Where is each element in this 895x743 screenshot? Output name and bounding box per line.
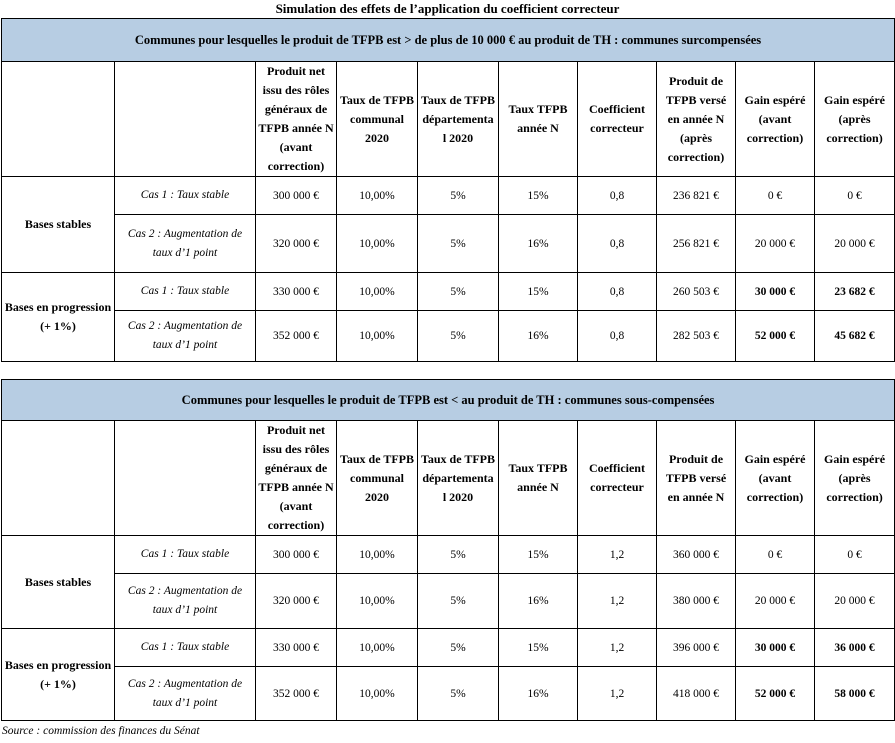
table-cell: 10,00%: [337, 574, 418, 629]
table-cell: 282 503 €: [657, 311, 736, 362]
table-cell: 320 000 €: [256, 574, 337, 629]
column-header: Coefficient correcteur: [578, 62, 657, 177]
table-cell: 0,8: [578, 215, 657, 273]
table-cell: 30 000 €: [736, 273, 815, 311]
table-cell: 330 000 €: [256, 629, 337, 667]
table-banner: Communes pour lesquelles le produit de TFPB est < au produit de TH : communes sous-compensées: [2, 380, 895, 421]
table-cell: 10,00%: [337, 536, 418, 574]
table-cell: 5%: [418, 311, 499, 362]
group-label: Bases en progression (+ 1%): [2, 273, 115, 362]
column-header: Taux de TFPB communal 2020: [337, 421, 418, 536]
table-cell: 10,00%: [337, 215, 418, 273]
case-label: Cas 1 : Taux stable: [115, 629, 256, 667]
table-row: [2, 215, 895, 273]
table-cell: 20 000 €: [815, 215, 895, 273]
case-label: Cas 2 : Augmentation de taux d’1 point: [115, 667, 256, 721]
group-label: Bases stables: [2, 536, 115, 629]
group-label: Bases en progression (+ 1%): [2, 629, 115, 721]
table-cell: 256 821 €: [657, 215, 736, 273]
table-cell: 23 682 €: [815, 273, 895, 311]
table-cell: 0 €: [736, 177, 815, 215]
table-cell: 16%: [499, 667, 578, 721]
table-cell: 236 821 €: [657, 177, 736, 215]
table-cell: 5%: [418, 536, 499, 574]
table-cell: 5%: [418, 667, 499, 721]
column-header: Taux TFPB année N: [499, 421, 578, 536]
table-cell: 20 000 €: [736, 215, 815, 273]
table-cell: 0,8: [578, 177, 657, 215]
table-cell: 396 000 €: [657, 629, 736, 667]
table-cell: 330 000 €: [256, 273, 337, 311]
table-cell: 352 000 €: [256, 667, 337, 721]
column-header: Taux de TFPB départementa l 2020: [418, 62, 499, 177]
column-header: Gain espéré (après correction): [815, 421, 895, 536]
table-cell: 16%: [499, 574, 578, 629]
column-header: Gain espéré (après correction): [815, 62, 895, 177]
table-cell: 52 000 €: [736, 311, 815, 362]
table-cell: 360 000 €: [657, 536, 736, 574]
column-header: Produit net issu des rôles généraux de TFPB année N (avant correction): [256, 421, 337, 536]
table-cell: 16%: [499, 311, 578, 362]
table-cell: 1,2: [578, 536, 657, 574]
table-cell: 30 000 €: [736, 629, 815, 667]
table-cell: 16%: [499, 215, 578, 273]
table-row: [2, 574, 895, 629]
table-cell: 20 000 €: [736, 574, 815, 629]
table-cell: 0,8: [578, 311, 657, 362]
table-cell: 380 000 €: [657, 574, 736, 629]
table-cell: 10,00%: [337, 273, 418, 311]
table-cell: 352 000 €: [256, 311, 337, 362]
column-header: Taux TFPB année N: [499, 62, 578, 177]
table-cell: 1,2: [578, 667, 657, 721]
table-cell: 10,00%: [337, 177, 418, 215]
table-cell: 260 503 €: [657, 273, 736, 311]
table-cell: 45 682 €: [815, 311, 895, 362]
table-row: [2, 177, 895, 215]
table-row: [2, 536, 895, 574]
column-header: Coefficient correcteur: [578, 421, 657, 536]
table-cell: 5%: [418, 574, 499, 629]
case-label: Cas 1 : Taux stable: [115, 536, 256, 574]
simulation-table-sous-compensees: [1, 379, 895, 721]
table-row: [2, 629, 895, 667]
table-cell: 5%: [418, 629, 499, 667]
table-row: [2, 667, 895, 721]
table-cell: 418 000 €: [657, 667, 736, 721]
table-cell: 10,00%: [337, 311, 418, 362]
column-header: Taux de TFPB départementa l 2020: [418, 421, 499, 536]
table-cell: 15%: [499, 629, 578, 667]
table-cell: 15%: [499, 536, 578, 574]
group-label: Bases stables: [2, 177, 115, 273]
table-cell: 0 €: [815, 177, 895, 215]
table-cell: 5%: [418, 215, 499, 273]
case-label: Cas 1 : Taux stable: [115, 273, 256, 311]
table-cell: 52 000 €: [736, 667, 815, 721]
table-cell: 20 000 €: [815, 574, 895, 629]
column-header: Produit de TFPB versé en année N: [657, 421, 736, 536]
table-cell: 15%: [499, 177, 578, 215]
table-banner: Communes pour lesquelles le produit de TFPB est > de plus de 10 000 € au produit de TH : communes surcompensées: [2, 19, 895, 62]
table-cell: 320 000 €: [256, 215, 337, 273]
case-label: Cas 2 : Augmentation de taux d’1 point: [115, 215, 256, 273]
table-cell: 1,2: [578, 574, 657, 629]
table-cell: 5%: [418, 177, 499, 215]
table-cell: 300 000 €: [256, 536, 337, 574]
header-row: [2, 421, 895, 536]
table-cell: 1,2: [578, 629, 657, 667]
simulation-table-surcompensees: [1, 18, 895, 362]
case-label: Cas 1 : Taux stable: [115, 177, 256, 215]
table-cell: 0,8: [578, 273, 657, 311]
table-cell: 10,00%: [337, 667, 418, 721]
column-header: Produit de TFPB versé en année N (après correction): [657, 62, 736, 177]
column-header: Gain espéré (avant correction): [736, 62, 815, 177]
table-cell: 15%: [499, 273, 578, 311]
table-cell: 5%: [418, 273, 499, 311]
table-cell: 0 €: [736, 536, 815, 574]
column-header: [115, 62, 256, 177]
column-header: Produit net issu des rôles généraux de TFPB année N (avant correction): [256, 62, 337, 177]
source-note: Source : commission des finances du Sénat: [2, 725, 200, 737]
column-header: [2, 62, 115, 177]
table-cell: 58 000 €: [815, 667, 895, 721]
case-label: Cas 2 : Augmentation de taux d’1 point: [115, 574, 256, 629]
table-row: [2, 273, 895, 311]
column-header: [2, 421, 115, 536]
column-header: [115, 421, 256, 536]
page-title: Simulation des effets de l’application du coefficient correcteur: [275, 1, 620, 16]
table-cell: 300 000 €: [256, 177, 337, 215]
column-header: Taux de TFPB communal 2020: [337, 62, 418, 177]
column-header: Gain espéré (avant correction): [736, 421, 815, 536]
table-cell: 36 000 €: [815, 629, 895, 667]
table-cell: 0 €: [815, 536, 895, 574]
case-label: Cas 2 : Augmentation de taux d’1 point: [115, 311, 256, 362]
table-cell: 10,00%: [337, 629, 418, 667]
header-row: [2, 62, 895, 177]
table-row: [2, 311, 895, 362]
